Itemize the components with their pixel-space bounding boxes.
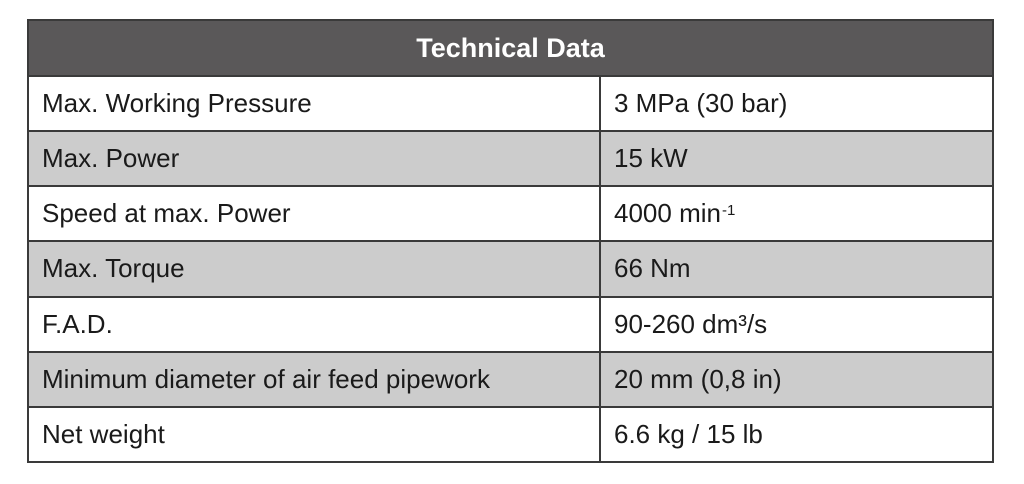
row-parameter: F.A.D. (29, 298, 601, 351)
row-value: 20 mm (0,8 in) (614, 363, 782, 394)
table-row (29, 132, 992, 187)
table-row (29, 353, 992, 408)
row-value: 6.6 kg / 15 lb (614, 418, 763, 449)
row-parameter: Max. Power (29, 132, 601, 185)
row-parameter: Speed at max. Power (29, 187, 601, 240)
row-parameter: Max. Working Pressure (29, 77, 601, 130)
row-value: 4000 min (614, 198, 721, 229)
row-parameter: Max. Torque (29, 242, 601, 295)
table-row (29, 77, 992, 132)
row-value: 15 kW (614, 143, 688, 174)
table-row (29, 242, 992, 297)
technical-data-table (27, 19, 994, 463)
row-value: 90-260 dm³/s (614, 308, 768, 339)
row-value: 66 Nm (614, 253, 691, 284)
row-parameter: Net weight (29, 408, 601, 461)
row-value-container: 4000 min $^{-1}$ (614, 198, 736, 229)
row-value: 3 MPa (30 bar) (614, 88, 788, 119)
table-row (29, 298, 992, 353)
row-parameter: Minimum diameter of air feed pipework (29, 353, 601, 406)
table-title: Technical Data (29, 21, 992, 77)
table-row (29, 408, 992, 461)
table-row (29, 187, 992, 242)
